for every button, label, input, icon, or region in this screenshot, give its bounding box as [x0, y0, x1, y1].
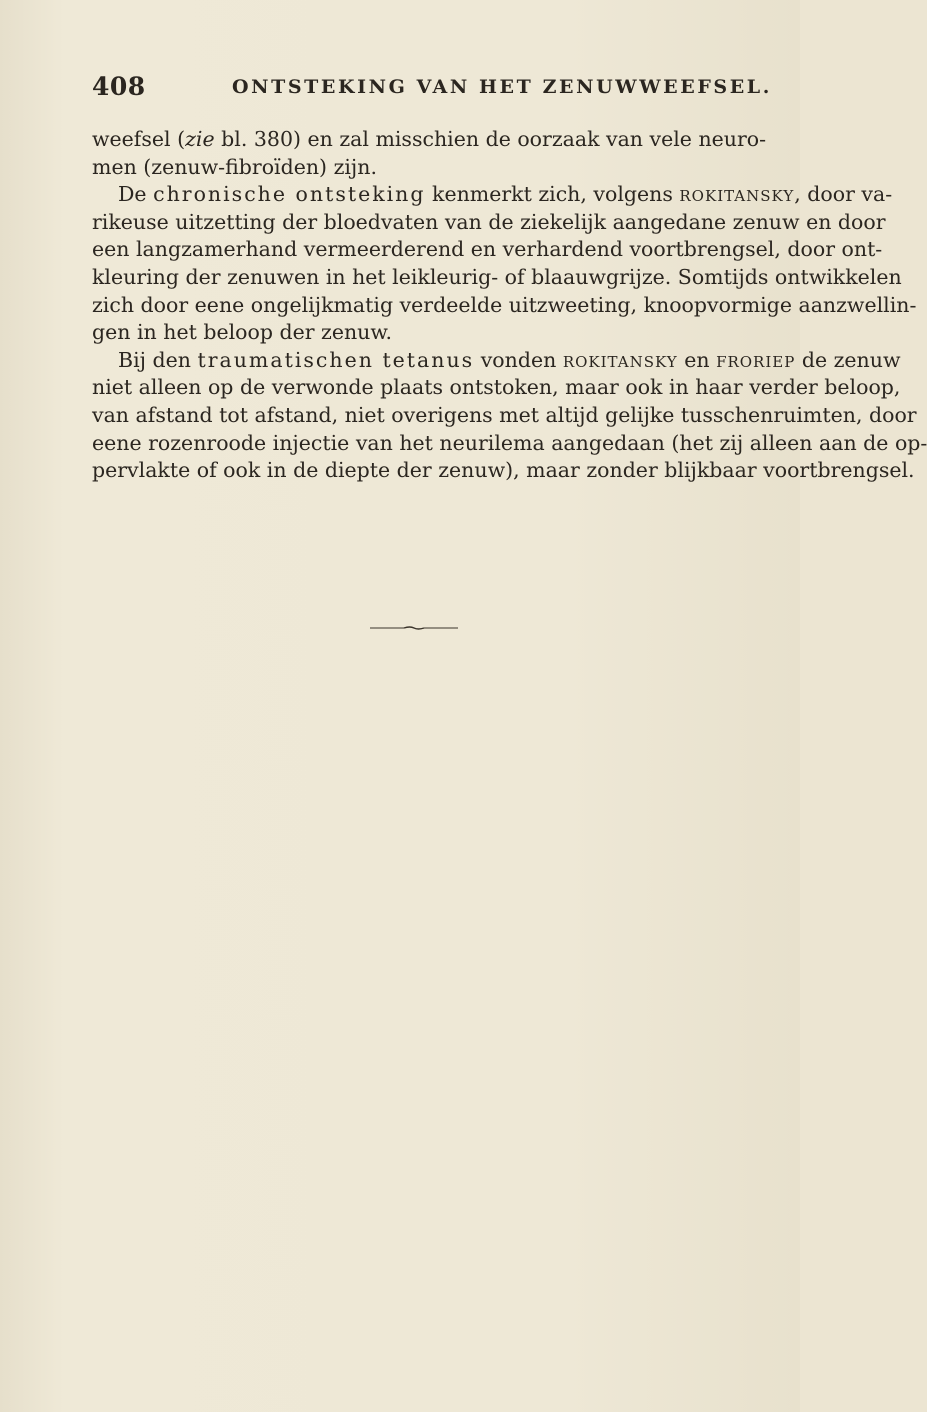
section-divider [370, 626, 458, 630]
running-head: ONTSTEKING VAN HET ZENUWWEEFSEL. [232, 76, 772, 98]
text-line: kleuring der zenuwen in het leikleurig- of blaauwgrijze. Somtijds ontwikkelen [92, 264, 902, 289]
text-line: niet alleen op de verwonde plaats ontstoken, maar ook in haar verder beloop, [92, 375, 901, 400]
page-header [92, 72, 772, 112]
page-number: 408 [92, 72, 146, 101]
text-line: pervlakte of ook in de diepte der zenuw), maar zonder blijkbaar voortbrengsel. [92, 458, 915, 483]
text-line: zich door eene ongelijkmatig verdeelde uitzweeting, knoopvormige aanzwellin- [92, 292, 917, 317]
text-line: een langzamerhand vermeerderend en verhardend voortbrengsel, door ont- [92, 237, 883, 262]
text-line: van afstand tot afstand, niet overigens met altijd gelijke tusschenruimten, door [92, 402, 917, 427]
text-line: men (zenuw-fibroïden) zijn. [92, 154, 377, 179]
text-line: Bij den traumatischen tetanus vonden ROKITANSKY en FRORIEP de zenuw [118, 347, 901, 372]
body-text [92, 126, 927, 485]
text-line: De chronische ontsteking kenmerkt zich, volgens ROKITANSKY, door va- [118, 182, 893, 207]
text-line: weefsel (zie bl. 380) en zal misschien de oorzaak van vele neuro- [92, 127, 767, 151]
ornament-rule-icon [370, 626, 458, 630]
text-line: rikeuse uitzetting der bloedvaten van de ziekelijk aangedane zenuw en door [92, 209, 886, 234]
text-line: eene rozenroode injectie van het neurilema aangedaan (het zij alleen aan de op- [92, 430, 927, 455]
text-line: gen in het beloop der zenuw. [92, 320, 393, 345]
